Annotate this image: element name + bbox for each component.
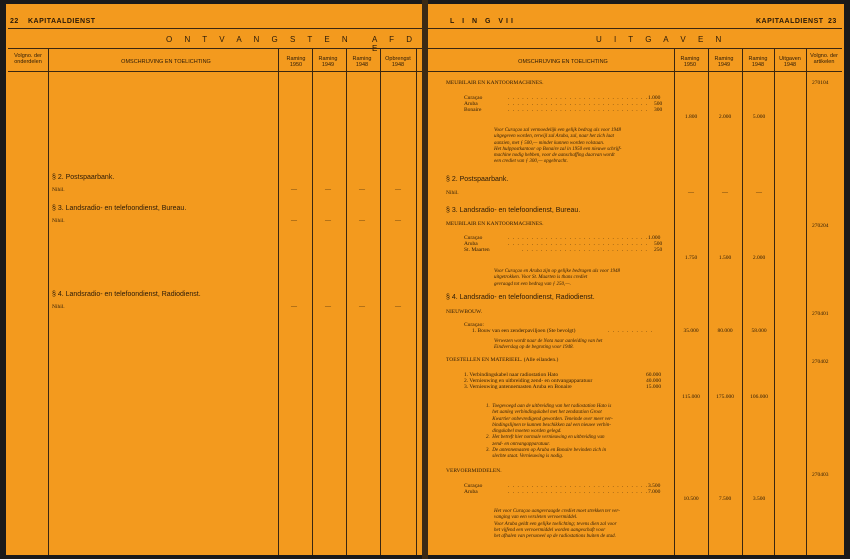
left-header-center: A F D <box>372 35 418 44</box>
b3-line-1-value: 1.000 <box>648 235 661 241</box>
b5-r1949: 175.000 <box>716 394 734 400</box>
col-uitgaven-1948: Uitgaven 1948 <box>779 56 801 68</box>
b6-line-2-label: Aruba <box>464 489 478 495</box>
b1-line-2-value: 500 <box>654 101 663 107</box>
b1-line-3-value: 300 <box>654 107 663 113</box>
col-volgno: Volgno. der onderdelen <box>14 53 42 65</box>
b4-note: Verwezen wordt naar de Nota naar aanleiding van het Eindverslag op de begroting voor 1948. <box>494 339 603 351</box>
b5-line-2-value: 40.000 <box>646 378 662 384</box>
b5-line-1-label: 1. Verbindingskabel naar radiostation Hato <box>464 372 559 378</box>
b4-item: 1. Bouw van een zenderpaviljoen (Ste bevolgt) <box>472 328 576 334</box>
left-par-4-note: Nihil. <box>52 304 65 310</box>
b3-line-2-value: 500 <box>654 241 663 247</box>
b5-title: TOESTELLEN EN MATERIEEL. (Alle eilanden.) <box>446 357 559 363</box>
b1-title: MEUBILAIR EN KANTOORMACHINES. <box>446 80 544 86</box>
left-par-3-heading: § 3. Landsradio- en telefoondienst, Bureau. <box>52 205 187 212</box>
b6-line-1-label: Curaçao <box>464 483 483 489</box>
left-par-3-dash-opbrengst: — <box>395 218 401 224</box>
left-running-head: KAPITAALDIENST <box>28 18 96 25</box>
b3-line-2-label: Aruba <box>464 241 478 247</box>
b2-dash-1950: — <box>688 190 694 196</box>
b4-heading: § 4. Landsradio- en telefoondienst, Radiodienst. <box>446 294 595 301</box>
b3-note: Voor Curaçao en Aruba zijn op gelijke bedragen als voor 1948 uitgetrokken. Voor St. Maarten is thans crediet gevraagd tot een bedrag van ƒ 250,—. <box>494 269 621 287</box>
b1-note: Voor Curaçao zal vermoedelijk een gelijk bedrag als voor 1948 uitgegeven worden, terwijl zal Aruba, zal, naar het zich laat aanzien, met ƒ 500,— minder kunnen worden volstaan. Het hulppostkantoor op Bonaire zal in 1950 een nieuwe schrijf- machine nodig hebben, voor de aanschaffing daarvan wordt een crediet van ƒ 300,— opgebracht. <box>494 128 622 165</box>
right-header-center: L I N G VII <box>450 18 516 25</box>
b6-title: VERVOERMIDDELEN. <box>446 468 502 474</box>
left-par-3-dash-1949: — <box>325 218 331 224</box>
b6-article: 270403 <box>812 472 829 478</box>
b3-article: 270204 <box>812 223 829 229</box>
left-par-4-dash-1949: — <box>325 304 331 310</box>
b6-r1948: 3.500 <box>752 496 766 502</box>
b3-title: MEUBILAIR EN KANTOORMACHINES. <box>446 221 544 227</box>
b4-sub: Curaçao: <box>464 322 484 328</box>
col-raming-1950: Raming 1950 <box>286 56 306 68</box>
col-volgno-r: Volgno. der artikelen <box>810 53 838 65</box>
b1-line-1-value: 1.000 <box>648 95 661 101</box>
b2-heading: § 2. Postspaarbank. <box>446 176 509 183</box>
b5-line-3-label: 3. Vernieuwing antennemasten Aruba en Bonaire <box>464 384 572 390</box>
b3-line-3-value: 250 <box>654 247 663 253</box>
b1-r1949: 2.000 <box>718 114 732 120</box>
b3-heading: § 3. Landsradio- en telefoondienst, Bureau. <box>446 207 581 214</box>
left-page <box>6 4 422 555</box>
left-par-4-dash-1950: — <box>291 304 297 310</box>
b3-r1949: 1.500 <box>718 255 732 261</box>
b2-dash-1949: — <box>722 190 728 196</box>
right-running-head: KAPITAALDIENST <box>756 18 824 25</box>
b5-r1950: 115.000 <box>682 394 700 400</box>
b1-line-2-label: Aruba <box>464 101 478 107</box>
left-par-2-note: Nihil. <box>52 187 65 193</box>
left-par-2-dash-1948: — <box>359 187 365 193</box>
b4-r1949: 80.000 <box>717 328 733 334</box>
left-section-title: O N T V A N G S T E N <box>166 35 353 44</box>
b5-r1948: 106.000 <box>750 394 768 400</box>
col-omschrijving: OMSCHRIJVING EN TOELICHTING <box>121 59 211 65</box>
b3-line-3-label: St. Maarten <box>464 247 490 253</box>
b1-r1950: 1.800 <box>684 114 698 120</box>
col-raming-1950-r: Raming 1950 <box>680 56 700 68</box>
b4-article: 270401 <box>812 311 829 317</box>
left-par-3-dash-1948: — <box>359 218 365 224</box>
right-page-number: 23 <box>828 18 837 25</box>
b6-r1949: 7.500 <box>718 496 732 502</box>
left-par-2-dash-1949: — <box>325 187 331 193</box>
left-par-3-note: Nihil. <box>52 218 65 224</box>
b5-article: 270402 <box>812 359 829 365</box>
col-opbrengst-1948: Opbrengst 1948 <box>385 56 411 68</box>
col-raming-1949-r: Raming 1949 <box>714 56 734 68</box>
left-par-4-dash-1948: — <box>359 304 365 310</box>
b2-note: Nihil. <box>446 190 459 196</box>
right-page: L I N G VII KAPITAALDIENST 23 U I T G A V E N OMSCHRIJVING EN TOELICHTING Raming 1950 Raming 1949 Raming 1948 Uitgaven 1948 Volgno. der artikelen MEUBILAIR EN KANTOORMACHINES. 270104 Curaçao . . . . . . . . . . . . . . . . . . . . . . . . . . . . . . 1.000 Aruba . . . . . . . . . . . . . . . . . . . . . . . . . . . . . . 500 Bonaire . . . . . . . . . . . . . . . . . . . . . . . . . . . . . . 300 1.800 2.000 5.000 Voor Curaçao zal vermoedelijk een gelijk bedrag als voor 1948 uitgegeven worden, terwijl zal Aruba, zal, naar het zich laat aanzien, met ƒ 500,— minder kunnen worden volstaan. Het hulppostkantoor op Bonaire zal in 1950 een nieuwe schrijf- machine nodig hebben, voor de aanschaffing daarvan wordt een crediet van ƒ 300,— opgebracht. § 2. Postspaarbank. Nihil. — — — § 3. Landsradio- en telefoondienst, Bureau. MEUBILAIR EN KANTOORMACHINES. 270204 Curaçao . . . . . . . . . . . . . . . . . . . . . . . . . . . . . . 1.000 Aruba . . . . . . . . . . . . . . . . . . . . . . . . . . . . . . 500 St. Maarten . . . . . . . . . . . . . . . . . . . . . . . . . . . 250 1.750 1.500 2.000 Voor Curaçao en Aruba zijn op gelijke bedragen als voor 1948 uitgetrokken. Voor St. Maarten is thans crediet gevraagd tot een bedrag van ƒ 250,—. § 4. Landsradio- en telefoondienst, Radiodienst. NIEUWBOUW. 270401 Curaçao: 1. Bouw van een zenderpaviljoen (Ste bevolgt) . . . . . . . . . . 35.000 80.000 58.000 Verwezen wordt naar de Nota naar aanleiding van het Eindverslag op de begroting voor 1948. TOESTELLEN EN MATERIEEL. (Alle eilanden.) 270402 1. Verbindingskabel naar radiostation Hato 60.000 2. Vernieuwing en uitbreiding zend- en ontvangapparatuur 40.000 3. Vernieuwing antennemasten Aruba en Bonaire 15.000 115.000 175.000 106.000 1. Toegevoegd aan de uitbreiding van het radiostation Hato is het aanleg verbindingskabel met het zendstation Groot Kwartier onbevredigend geworden. Teneinde over meer ver- bindingslijnen te kunnen beschikken zal een nieuwe verbin- dingskabel moeten worden gelegd. 2. Het betreft hier normale vernieuwing en uitbreiding van zend- en ontvangapparatuur. 3. De antennemasten op Aruba en Bonaire bevinden zich in slechte staat. Vernieuwing is nodig. VERVOERMIDDELEN. 270403 Curaçao . . . . . . . . . . . . . . . . . . . . . . . . . . . . . . 3.500 Aruba . . . . . . . . . . . . . . . . . . . . . . . . . . . . . . 7.000 10.500 7.500 3.500 Het voor Curaçao aangevraagde crediet moet strekken ter ver- vanging van een versleten vervoermiddel. Voor Aruba geldt een gelijke toelichting; tevens dien zal voor het vijfend een vervoermiddel worden aangeschaft voor het afhalen van personeel op de radiostations buiten de stad. <box>428 4 844 555</box>
b4-r1948: 58.000 <box>751 328 767 334</box>
b6-r1950: 10.500 <box>683 496 699 502</box>
b1-article: 270104 <box>812 80 829 86</box>
left-par-3-dash-1950: — <box>291 218 297 224</box>
b4-title: NIEUWBOUW. <box>446 309 482 315</box>
b6-line-2-value: 7.000 <box>648 489 661 495</box>
b3-r1948: 2.000 <box>752 255 766 261</box>
b5-line-1-value: 60.000 <box>646 372 662 378</box>
b5-note: 1. Toegevoegd aan de uitbreiding van het radiostation Hato is het aanleg verbindingskabel met het zendstation Groot Kwartier onbevredigend geworden. Teneinde over meer ver- bindingslijnen te kunnen beschikken zal een nieuwe verbin- dingskabel moeten worden gelegd. 2. Het betreft hier normale vernieuwing en uitbreiding van zend- en ontvangapparatuur. 3. De antennemasten op Aruba en Bonaire bevinden zich in slechte staat. Vernieuwing is nodig. <box>486 404 613 460</box>
left-par-2-dash-opbrengst: — <box>395 187 401 193</box>
b1-line-1-label: Curaçao <box>464 95 483 101</box>
b2-dash-1948: — <box>756 190 762 196</box>
b3-line-1-label: Curaçao <box>464 235 483 241</box>
b6-line-1-value: 3.500 <box>648 483 661 489</box>
left-par-4-heading: § 4. Landsradio- en telefoondienst, Radiodienst. <box>52 291 201 298</box>
b4-r1950: 35.000 <box>683 328 699 334</box>
left-par-4-dash-opbrengst: — <box>395 304 401 310</box>
col-raming-1948-r: Raming 1948 <box>748 56 768 68</box>
b1-line-3-label: Bonaire <box>464 107 482 113</box>
col-raming-1948: Raming 1948 <box>352 56 372 68</box>
col-raming-1949: Raming 1949 <box>318 56 338 68</box>
left-page-number: 22 <box>10 18 19 25</box>
b3-r1950: 1.750 <box>684 255 698 261</box>
col-omschrijving-r: OMSCHRIJVING EN TOELICHTING <box>518 59 608 65</box>
left-par-2-dash-1950: — <box>291 187 297 193</box>
b6-note: Het voor Curaçao aangevraagde crediet moet strekken ter ver- vanging van een versleten vervoermiddel. Voor Aruba geldt een gelijke toelichting; tevens dien zal voor het vijfend een vervoermiddel worden aangeschaft voor het afhalen van personeel op de radiostations buiten de stad. <box>494 509 620 540</box>
b5-line-3-value: 15.000 <box>646 384 662 390</box>
b5-line-2-label: 2. Vernieuwing en uitbreiding zend- en ontvangapparatuur <box>464 378 593 384</box>
b1-r1948: 5.000 <box>752 114 766 120</box>
right-section-title: U I T G A V E N <box>596 35 727 44</box>
left-par-2-heading: § 2. Postspaarbank. <box>52 174 115 181</box>
